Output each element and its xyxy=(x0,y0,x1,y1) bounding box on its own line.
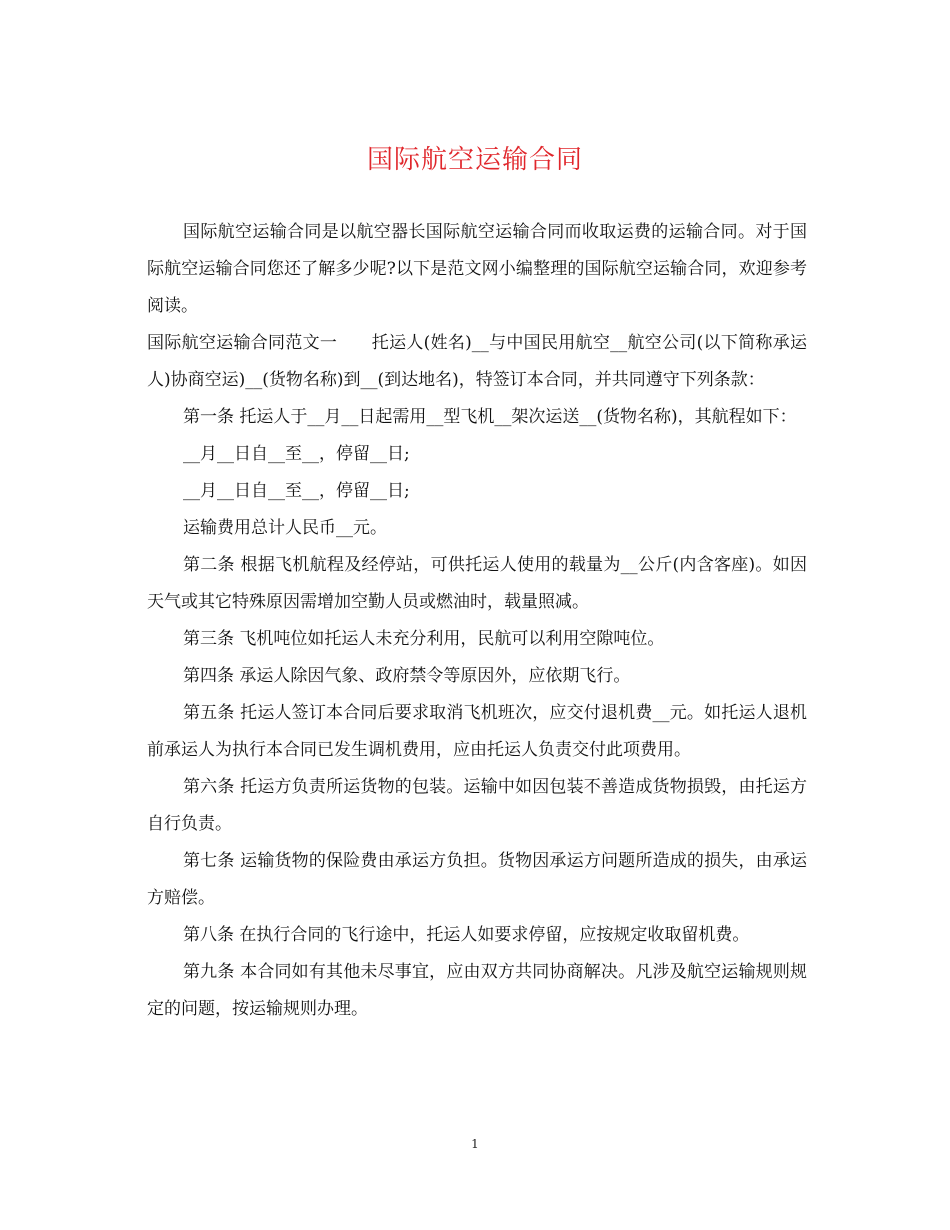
clause-6-paragraph: 第六条 托运方负责所运货物的包装。运输中如因包装不善造成货物损毁，由托运方自行负责。 xyxy=(147,777,807,834)
page-number: 1 xyxy=(471,1137,479,1151)
contract-preamble-paragraph: 国际航空运输合同范文一 托运人(姓名)__与中国民用航空__航空公司(以下简称承运人)协商空运)__(货物名称)到__(到达地名)，特签订本合同，并共同遵守下列条款： xyxy=(147,333,807,390)
intro-paragraph: 国际航空运输合同是以航空器长国际航空运输合同而收取运费的运输合同。对于国际航空运输合同您还了解多少呢?以下是范文网小编整理的国际航空运输合同，欢迎参考阅读。 xyxy=(147,222,807,316)
transport-fee-line: 运输费用总计人民币__元。 xyxy=(183,518,387,538)
route-line-1: __月__日自__至__，停留__日; xyxy=(183,444,410,464)
clause-3-paragraph: 第三条 飞机吨位如托运人未充分利用，民航可以利用空隙吨位。 xyxy=(183,629,665,649)
document-title: 国际航空运输合同 xyxy=(366,145,583,175)
clause-5-paragraph: 第五条 托运人签订本合同后要求取消飞机班次，应交付退机费__元。如托运人退机前承运人为执行本合同已发生调机费用，应由托运人负责交付此项费用。 xyxy=(147,703,807,760)
clause-4-paragraph: 第四条 承运人除因气象、政府禁令等原因外，应依期飞行。 xyxy=(183,666,631,686)
clause-9-paragraph: 第九条 本合同如有其他未尽事宜，应由双方共同协商解决。凡涉及航空运输规则规定的问题，按运输规则办理。 xyxy=(147,962,807,1019)
clause-8-paragraph: 第八条 在执行合同的飞行途中，托运人如要求停留，应按规定收取留机费。 xyxy=(183,925,750,945)
route-line-2: __月__日自__至__，停留__日; xyxy=(183,481,410,501)
clause-1-paragraph: 第一条 托运人于__月__日起需用__型飞机__架次运送__(货物名称)，其航程如下： xyxy=(183,407,797,427)
clause-2-paragraph: 第二条 根据飞机航程及经停站，可供托运人使用的载量为__公斤(内含客座)。如因天气或其它特殊原因需增加空勤人员或燃油时，载量照减。 xyxy=(147,555,807,612)
document-body xyxy=(147,214,807,1028)
clause-7-paragraph: 第七条 运输货物的保险费由承运方负担。货物因承运方问题所造成的损失，由承运方赔偿。 xyxy=(147,851,807,908)
